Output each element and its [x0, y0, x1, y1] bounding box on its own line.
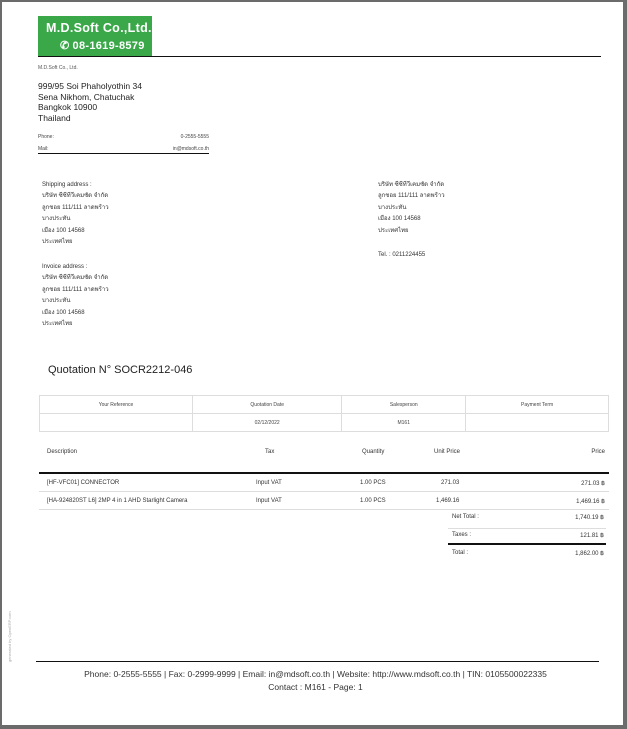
grand-total-row [448, 550, 606, 556]
company-mail: in@mdsoft.co.th [172, 146, 209, 152]
grand-total-label: Total : [452, 550, 469, 556]
shipping-line: บริษัท ซีซีทีวีเคมซัด จำกัด [42, 193, 109, 200]
invoice-line: เมือง 100 14568 [42, 309, 85, 316]
logo-phone [60, 39, 145, 52]
payment-term-header: Payment Term [466, 396, 609, 414]
description-header: Description [47, 449, 78, 455]
shipping-line: ลูกชอย 111/111 ลาดพร้าว [42, 204, 109, 211]
net-total-row [448, 514, 606, 520]
grand-total-divider [448, 543, 606, 545]
invoice-line: บางประทัน [42, 298, 71, 305]
company-small-name: M.D.Soft Co., Ltd. [38, 65, 78, 71]
quotation-info-header-row [40, 396, 609, 414]
line-description: [HF-VFC01] CONNECTOR [47, 480, 120, 486]
customer-address [378, 180, 445, 237]
line-price: 271.03 ฿ [581, 481, 605, 487]
line-unit-price: 271.03 [441, 480, 460, 486]
line-price: 1,469.16 ฿ [576, 499, 605, 505]
unit-price-header: Unit Price [434, 449, 461, 455]
quotation-info-value-row [40, 414, 609, 432]
taxes-value: 121.81 ฿ [580, 533, 604, 539]
net-total-value: 1,740.19 ฿ [575, 515, 604, 521]
line-tax: Input VAT [256, 480, 282, 486]
quotation-info-table [39, 395, 609, 432]
company-mail-label: Mail: [38, 146, 49, 152]
salesperson-header: Salesperson [342, 396, 466, 414]
tax-header: Tax [265, 449, 275, 455]
company-address-line: Thailand [38, 112, 71, 123]
quotation-date-value: 02/12/2022 [193, 414, 342, 432]
line-quantity: 1.00 PCS [360, 480, 386, 486]
company-mail-row [38, 146, 209, 152]
invoice-label: Invoice address : [42, 264, 88, 270]
line-tax: Input VAT [256, 498, 282, 504]
quotation-date-header: Quotation Date [193, 396, 342, 414]
line-unit-price: 1,469.16 [436, 498, 460, 504]
phone-icon: ✆ [60, 40, 70, 52]
grand-total-value: 1,862.00 ฿ [575, 551, 604, 557]
invoice-address [42, 262, 109, 330]
your-reference-value [40, 414, 193, 432]
invoice-line: บริษัท ซีซีทีวีเคมซัด จำกัด [42, 275, 109, 282]
footer-page-line: Contact : M161 - Page: 1 [268, 682, 363, 692]
shipping-address [42, 180, 109, 248]
totals-divider [448, 528, 606, 529]
header-divider [38, 56, 601, 57]
net-total-label: Net Total : [452, 514, 479, 520]
company-phone-label: Phone: [38, 134, 54, 140]
customer-line: บางประทัน [378, 204, 407, 211]
company-address-line: Sena Nikhom, Chatuchak [38, 91, 135, 102]
salesperson-value: M161 [342, 414, 466, 432]
shipping-line: เมือง 100 14568 [42, 227, 85, 234]
company-address [38, 81, 142, 123]
generator-note: generated by OpenERP.com [7, 611, 12, 662]
company-phone: 0-2555-5555 [180, 134, 209, 140]
document-page [2, 2, 623, 725]
invoice-line: ลูกชอย 111/111 ลาดพร้าว [42, 286, 109, 293]
your-reference-header: Your Reference [40, 396, 193, 414]
quotation-title: Quotation N° SOCR2212-046 [48, 364, 193, 376]
taxes-label: Taxes : [452, 532, 472, 538]
company-phone-row [38, 134, 209, 140]
customer-line: ลูกชอย 111/111 ลาดพร้าว [378, 193, 445, 200]
customer-tel: Tel. : 0211224455 [378, 252, 426, 258]
table-row [39, 494, 609, 510]
company-address-line: 999/95 Soi Phaholyothin 34 [38, 81, 142, 91]
customer-line: ประเทศไทย [378, 227, 409, 234]
price-header: Price [591, 449, 605, 455]
table-row [39, 476, 609, 492]
contact-divider [38, 153, 209, 154]
quantity-header: Quantity [362, 449, 385, 455]
shipping-line: ประเทศไทย [42, 239, 73, 246]
payment-term-value [466, 414, 609, 432]
taxes-row [448, 532, 606, 538]
customer-line: บริษัท ซีซีทีวีเคมซัด จำกัด [378, 182, 445, 188]
company-logo [38, 16, 152, 57]
row-divider [39, 509, 609, 510]
footer-divider [36, 661, 599, 662]
invoice-line: ประเทศไทย [42, 321, 73, 328]
line-quantity: 1.00 PCS [360, 498, 386, 504]
logo-name: M.D.Soft Co.,Ltd. [46, 21, 152, 35]
logo-phone-number: 08-1619-8579 [72, 40, 145, 52]
shipping-label: Shipping address : [42, 182, 92, 188]
row-divider [39, 491, 609, 492]
shipping-line: บางประทัน [42, 216, 71, 223]
company-address-line: Bangkok 10900 [38, 102, 98, 112]
lines-header-divider [39, 472, 609, 474]
footer-contact-line: Phone: 0-2555-5555 | Fax: 0-2999-9999 | Email: in@mdsoft.co.th | Website: http://www.mdsoft.co.th | TIN: 0105500022335 [84, 669, 547, 679]
customer-line: เมือง 100 14568 [378, 216, 421, 223]
line-description: [HA-924820ST L6] 2MP 4 in 1 AHD Starlight Camera [47, 498, 188, 504]
